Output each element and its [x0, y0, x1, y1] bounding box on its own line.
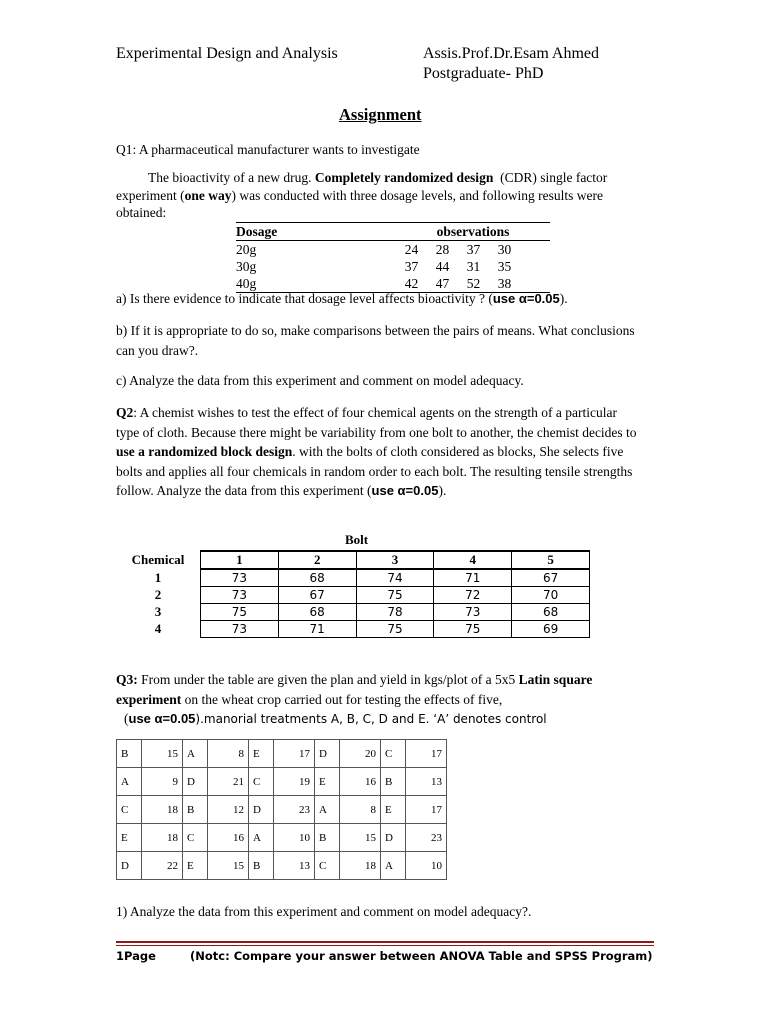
bolt-table [116, 550, 590, 638]
strength-cell: 68 [278, 604, 356, 621]
treatment-cell: A [249, 824, 274, 852]
yield-cell: 16 [340, 768, 381, 796]
dosage-cell: 40g [236, 276, 257, 291]
dosage-header: Dosage [236, 224, 278, 239]
treatment-cell: B [183, 796, 208, 824]
strength-cell: 70 [512, 587, 590, 604]
dosage-table-header [236, 222, 550, 241]
chemical-cell: 1 [116, 569, 201, 587]
observations-cells [396, 258, 550, 275]
strength-cell: 73 [201, 621, 279, 638]
q3-paragraph-cont: (use α=0.05).manorial treatments A, B, C, D and E. ‘A’ denotes control [124, 711, 547, 726]
latin-square-table [116, 739, 447, 880]
latin-row [117, 796, 447, 824]
bolt-col-3: 3 [356, 551, 434, 569]
observation-cell: 52 [466, 276, 481, 291]
footer-page-number: 1Page [116, 949, 156, 963]
treatment-cell: E [249, 740, 274, 768]
latin-row [117, 768, 447, 796]
q2-paragraph: Q2: A chemist wishes to test the effect of four chemical agents on the strength of a particular type of cloth. Because there might be variability from one bolt to another, the chemist decides to use a randomized block design. with the bolts of cloth considered as blocks, She selects five bolts and applies all four chemicals in random order to each bolt. The resulting tensile strengths follow. Analyze the data from this experiment (use α=0.05). [116, 405, 637, 498]
treatment-cell: D [249, 796, 274, 824]
dosage-row [236, 258, 550, 275]
strength-cell: 75 [434, 621, 512, 638]
strength-cell: 67 [512, 569, 590, 587]
observation-cell: 30 [497, 242, 512, 257]
footer-rule-top [116, 941, 654, 943]
yield-cell: 19 [274, 768, 315, 796]
strength-cell: 73 [201, 569, 279, 587]
treatment-cell: E [315, 768, 340, 796]
footer-note: (Notc: Compare your answer between ANOVA Table and SPSS Program) [190, 949, 653, 963]
bolt-table-row [116, 587, 590, 604]
dosage-row [236, 241, 550, 258]
strength-cell: 68 [278, 569, 356, 587]
observation-cell: 38 [497, 276, 512, 291]
bolt-col-2: 2 [278, 551, 356, 569]
yield-cell: 15 [208, 852, 249, 880]
yield-cell: 13 [406, 768, 447, 796]
bolt-table-row [116, 621, 590, 638]
bolt-table-header [116, 551, 590, 569]
treatment-cell: B [315, 824, 340, 852]
treatment-cell: C [381, 740, 406, 768]
treatment-cell: D [381, 824, 406, 852]
treatment-cell: D [183, 768, 208, 796]
treatment-cell: D [117, 852, 142, 880]
treatment-cell: C [117, 796, 142, 824]
chemical-cell: 4 [116, 621, 201, 638]
treatment-cell: B [117, 740, 142, 768]
treatment-cell: C [249, 768, 274, 796]
header-author: Assis.Prof.Dr.Esam Ahmed [423, 45, 599, 62]
strength-cell: 69 [512, 621, 590, 638]
yield-cell: 10 [274, 824, 315, 852]
q1-paragraph: The bioactivity of a new drug. Completely randomized design (CDR) single factor experiment (one way) was conducted with three dosage levels, and following results were obtained: [116, 170, 608, 220]
strength-cell: 67 [278, 587, 356, 604]
observation-cell: 37 [466, 242, 481, 257]
chemical-cell: 3 [116, 604, 201, 621]
strength-cell: 71 [278, 621, 356, 638]
dosage-cell: 20g [236, 242, 257, 257]
yield-cell: 17 [406, 796, 447, 824]
treatment-cell: E [381, 796, 406, 824]
observation-cell: 37 [404, 259, 419, 274]
q3-question: 1) Analyze the data from this experiment and comment on model adequacy?. [116, 904, 532, 919]
yield-cell: 17 [406, 740, 447, 768]
yield-cell: 8 [208, 740, 249, 768]
observation-cell: 24 [404, 242, 419, 257]
q1-part-b: b) If it is appropriate to do so, make comparisons between the pairs of means. What conclusions can you draw?. [116, 323, 635, 358]
yield-cell: 21 [208, 768, 249, 796]
strength-cell: 75 [201, 604, 279, 621]
strength-cell: 73 [434, 604, 512, 621]
bolt-col-4: 4 [434, 551, 512, 569]
yield-cell: 23 [406, 824, 447, 852]
yield-cell: 8 [340, 796, 381, 824]
yield-cell: 20 [340, 740, 381, 768]
strength-cell: 78 [356, 604, 434, 621]
strength-cell: 72 [434, 587, 512, 604]
treatment-cell: B [381, 768, 406, 796]
header-level: Postgraduate- PhD [423, 65, 544, 82]
strength-cell: 75 [356, 621, 434, 638]
yield-cell: 9 [142, 768, 183, 796]
latin-row [117, 852, 447, 880]
yield-cell: 18 [340, 852, 381, 880]
treatment-cell: A [315, 796, 340, 824]
chemical-cell: 2 [116, 587, 201, 604]
strength-cell: 75 [356, 587, 434, 604]
q1-part-a: a) Is there evidence to indicate that dosage level affects bioactivity ? (use α=0.05). [116, 291, 568, 306]
treatment-cell: A [381, 852, 406, 880]
latin-row [117, 824, 447, 852]
yield-cell: 10 [406, 852, 447, 880]
yield-cell: 15 [340, 824, 381, 852]
treatment-cell: B [249, 852, 274, 880]
header-course-title: Experimental Design and Analysis [116, 45, 338, 62]
observation-cell: 35 [497, 259, 512, 274]
observations-cells [396, 241, 550, 258]
observation-cell: 42 [404, 276, 419, 291]
q1-intro: Q1: A pharmaceutical manufacturer wants to investigate [116, 142, 420, 157]
bolt-label: Bolt [345, 532, 369, 547]
bolt-col-1: 1 [201, 551, 279, 569]
yield-cell: 18 [142, 824, 183, 852]
yield-cell: 16 [208, 824, 249, 852]
strength-cell: 71 [434, 569, 512, 587]
bolt-table-row [116, 569, 590, 587]
strength-cell: 73 [201, 587, 279, 604]
q3-paragraph: Q3: From under the table are given the plan and yield in kgs/plot of a 5x5 Latin square experiment on the wheat crop carried out for testing the effects of five, [116, 672, 593, 707]
yield-cell: 22 [142, 852, 183, 880]
q1-part-c: c) Analyze the data from this experiment and comment on model adequacy. [116, 373, 524, 388]
treatment-cell: A [183, 740, 208, 768]
treatment-cell: D [315, 740, 340, 768]
yield-cell: 13 [274, 852, 315, 880]
bolt-table-row [116, 604, 590, 621]
yield-cell: 15 [142, 740, 183, 768]
chemical-header: Chemical [116, 551, 201, 569]
treatment-cell: A [117, 768, 142, 796]
yield-cell: 18 [142, 796, 183, 824]
treatment-cell: E [183, 852, 208, 880]
observation-cell: 31 [466, 259, 481, 274]
treatment-cell: C [315, 852, 340, 880]
footer-rule-bottom [116, 945, 654, 946]
observation-cell: 28 [435, 242, 450, 257]
observation-cell: 44 [435, 259, 450, 274]
strength-cell: 74 [356, 569, 434, 587]
page-title: Assignment [339, 105, 422, 124]
latin-row [117, 740, 447, 768]
dosage-cell: 30g [236, 259, 257, 274]
bolt-col-5: 5 [512, 551, 590, 569]
observation-cell: 47 [435, 276, 450, 291]
yield-cell: 17 [274, 740, 315, 768]
strength-cell: 68 [512, 604, 590, 621]
treatment-cell: C [183, 824, 208, 852]
yield-cell: 23 [274, 796, 315, 824]
treatment-cell: E [117, 824, 142, 852]
dosage-table [236, 222, 550, 293]
observations-header: observations [436, 224, 510, 239]
yield-cell: 12 [208, 796, 249, 824]
